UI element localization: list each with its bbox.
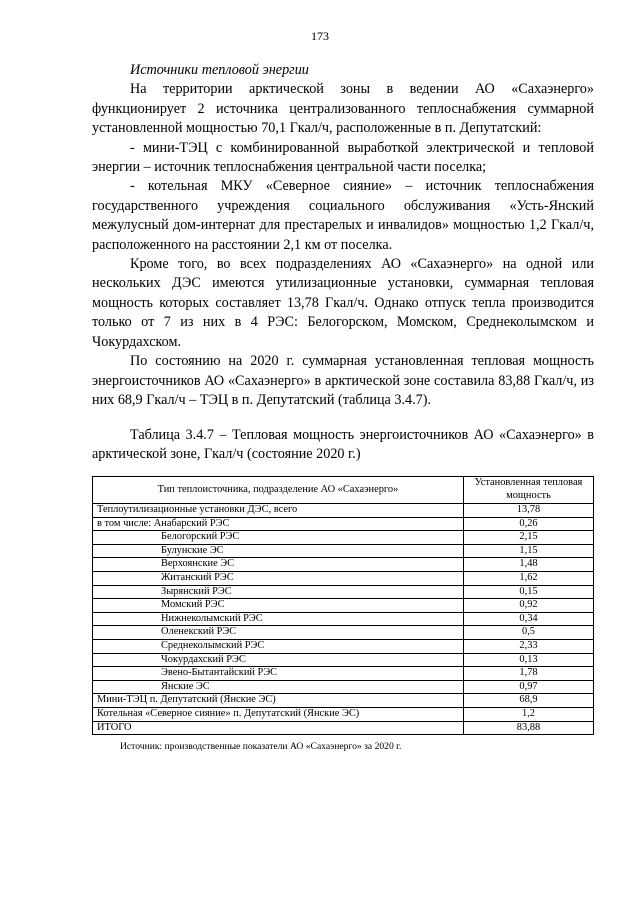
table-row <box>93 626 594 640</box>
table-row <box>93 517 594 531</box>
row-value: 1,48 <box>464 558 594 572</box>
paragraph-3: - котельная МКУ «Северное сияние» – источник теплоснабжения государственного учреждения социального обслуживания «Усть-Янский межулусный дом-интернат для престарелых и инвалидов» мощностью 1,2 Гкал/ч, расположенного на расстоянии 2,1 км от поселка. <box>92 178 594 253</box>
row-value: 1,2 <box>464 707 594 721</box>
row-name: Нижнеколымский РЭС <box>93 612 464 626</box>
body-text <box>92 61 594 410</box>
table-row-total <box>93 721 594 735</box>
row-value: 2,33 <box>464 639 594 653</box>
table-row <box>93 544 594 558</box>
table-row <box>93 585 594 599</box>
row-name: Котельная «Северное сияние» п. Депутатский (Янские ЭС) <box>93 707 464 721</box>
row-value: 0,34 <box>464 612 594 626</box>
table-row <box>93 639 594 653</box>
row-value: 2,15 <box>464 531 594 545</box>
row-value: 0,97 <box>464 680 594 694</box>
table-row <box>93 612 594 626</box>
row-name: Чокурдахский РЭС <box>93 653 464 667</box>
paragraph-5: По состоянию на 2020 г. суммарная установленная тепловая мощность энергоисточников АО «Сахаэнерго» в арктической зоне составила 83,88 Гкал/ч, из них 68,9 Гкал/ч – ТЭЦ в п. Депутатский (таблица 3.4.7). <box>92 353 594 408</box>
table-row <box>93 653 594 667</box>
table-row <box>93 504 594 518</box>
source-note: Источник: производственные показатели АО «Сахаэнерго» за 2020 г. <box>120 741 402 752</box>
row-value: 1,15 <box>464 544 594 558</box>
header-source-type: Тип теплоисточника, подразделение АО «Сахаэнерго» <box>93 477 464 504</box>
table-row <box>93 531 594 545</box>
table-header-row <box>93 477 594 504</box>
row-value: 13,78 <box>464 504 594 518</box>
row-name: Верхоянские ЭС <box>93 558 464 572</box>
row-name: ИТОГО <box>93 721 464 735</box>
paragraph-4: Кроме того, во всех подразделениях АО «Сахаэнерго» на одной или нескольких ДЭС имеются утилизационные установки, суммарная тепловая мощность которых составляет 13,78 Гкал/ч. Однако отпуск тепла производится только от 7 из них в 4 РЭС: Белогорском, Момском, Среднеколымском и Чокурдахском. <box>92 256 594 350</box>
table-row <box>93 667 594 681</box>
table-row <box>93 558 594 572</box>
row-name: в том числе: Анабарский РЭС <box>93 517 464 531</box>
section-heading: Источники тепловой энергии <box>130 62 309 78</box>
row-value: 68,9 <box>464 694 594 708</box>
row-value: 0,92 <box>464 599 594 613</box>
table-row <box>93 694 594 708</box>
row-value: 0,13 <box>464 653 594 667</box>
row-value: 0,5 <box>464 626 594 640</box>
table-row <box>93 707 594 721</box>
paragraph-1: На территории арктической зоны в ведении АО «Сахаэнерго» функционирует 2 источника централизованного теплоснабжения суммарной установленной мощностью 70,1 Гкал/ч, расположенные в п. Депутатский: <box>92 81 594 137</box>
row-name: Оленекский РЭС <box>93 626 464 640</box>
paragraph-2: - мини-ТЭЦ с комбинированной выработкой электрической и тепловой энергии – источник теплоснабжения центральной части поселка; <box>92 139 594 176</box>
table-caption: Таблица 3.4.7 – Тепловая мощность энергоисточников АО «Сахаэнерго» в арктической зоне, Гкал/ч (состояние 2020 г.) <box>92 427 594 462</box>
row-name: Среднеколымский РЭС <box>93 639 464 653</box>
row-name: Теплоутилизационные установки ДЭС, всего <box>93 504 464 518</box>
capacity-table <box>92 476 594 735</box>
row-value: 0,15 <box>464 585 594 599</box>
table-row <box>93 571 594 585</box>
table-row <box>93 599 594 613</box>
row-name: Булунские ЭС <box>93 544 464 558</box>
row-name: Житанский РЭС <box>93 571 464 585</box>
row-name: Момский РЭС <box>93 599 464 613</box>
row-name: Мини-ТЭЦ п. Депутатский (Янские ЭС) <box>93 694 464 708</box>
row-name: Эвено-Бытантайский РЭС <box>93 667 464 681</box>
header-capacity: Установленная тепловая мощность <box>464 477 594 504</box>
row-value: 1,62 <box>464 571 594 585</box>
row-value: 1,78 <box>464 667 594 681</box>
table-row <box>93 680 594 694</box>
row-name: Зырянский РЭС <box>93 585 464 599</box>
page-number: 173 <box>311 29 329 43</box>
row-name: Белогорский РЭС <box>93 531 464 545</box>
row-value: 83,88 <box>464 721 594 735</box>
row-name: Янские ЭС <box>93 680 464 694</box>
row-value: 0,26 <box>464 517 594 531</box>
